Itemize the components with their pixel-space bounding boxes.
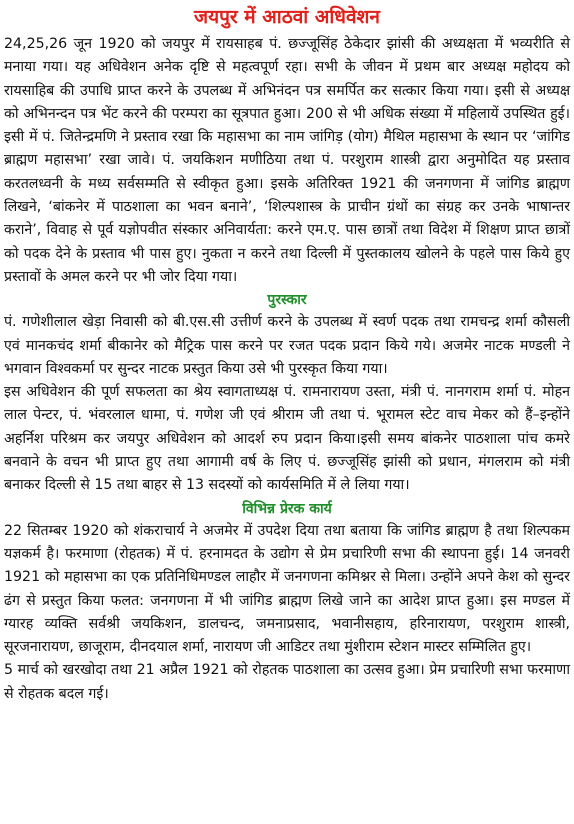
paragraph-school-festival: 5 मार्च को खरखोदा तथा 21 अप्रैल 1921 को रोहतक पाठशाला का उत्सव हुआ। प्रेम प्रचारिणी सभा फरमाणा से रोहतक बदल गई। [4, 662, 570, 702]
paragraph-session-details: 24,25,26 जून 1920 को जयपुर में रायसाहब पं. छज्जूसिंह ठेकेदार झांसी की अध्यक्षता में भव्यरीति से मनाया गया। यह अधिवेशन अनेक दृष्टि से महत्वपूर्ण रहा। सभी के जीवन में प्रथम बार अध्यक्ष महोदय को रायसाहिब की उपाधि प्राप्त करने के उपलब्ध में अभिनंदन पत्र समर्पित कर सत्कार किया गया। इसी से अध्यक्ष को अभिनन्दन पत्र भेंट करने की परम्परा का सूत्रपात हुआ। 200 से भी अधिक संख्या में महिलायें उपस्थित हुई। इसी में पं. जितेन्द्रमणि ने प्रस्ताव रखा कि महासभा का नाम जांगिड़ (योग) मैथिल महासभा के स्थान पर ‘जांगिड ब्राह्मण महासभा’ रखा जावे। पं. जयकिशन मणीठिया तथा पं. परशुराम शास्त्री द्वारा अनुमोदित यह प्रस्ताव करतलध्वनी के मध्य सर्वसम्मति से स्वीकृत हुआ। इसके अतिरिक्त 1921 की जनगणना में जांगिड ब्राह्मण लिखने, ‘बांकनेर में पाठशाला का भवन बनाने’, ‘शिल्पशास्त्र के प्राचीन ग्रंथों का संग्रह कर उनके भाषान्तर कराने’, विवाह से पूर्व यज्ञोपवीत संस्कार अनिवार्यता: करने एम.ए. पास छात्रों तथा विदेश में शिक्षण प्राप्त छात्रों को पदक देने के प्रस्ताव भी पास हुए। नुकता न करने तथा दिल्ली में पुस्तकालय खोलने के पहले पास किये हुए प्रस्तावों के अमल करने पर भी जोर दिया गया। [4, 36, 570, 285]
paragraph-credits: इस अधिवेशन की पूर्ण सफलता का श्रेय स्वागताध्यक्ष पं. रामनारायण उस्ता, मंत्री पं. नानगराम शर्मा पं. मोहन लाल पेन्टर, पं. भंवरलाल धामा, पं. गणेश जी एवं श्रीराम जी तथा पं. भूरामल स्टेट वाच मेकर को हैं–इन्होंने अहर्निश परिश्रम कर जयपुर अधिवेशन को आदर्श रुप प्रदान किया।इसी समय बांकनेर पाठशाला पांच कमरे बनवाने के वचन भी प्राप्त हुए तथा आगामी वर्ष के लिए पं. छज्जूसिंह झांसी को प्रधान, मंगलराम को मंत्री बनाकर दिल्ली से 15 तथा बाहर से 13 सदस्यों को कार्यसमिति में ले लिया गया। [4, 384, 570, 494]
section-heading-inspiring-works: विभिन्न प्रेरक कार्य [242, 500, 332, 517]
paragraph-inspiring-works: 22 सितम्बर 1920 को शंकराचार्य ने अजमेर में उपदेश दिया तथा बताया कि जांगिड ब्राह्मण है तथा शिल्पकम यज्ञकर्म है। फरमाणा (रोहतक) में पं. हरनामदत के उद्योग से प्रेम प्रचारिणी सभा की स्थापना हुई। 14 जनवरी 1921 को महासभा का एक प्रतिनिधिमण्डल लाहौर में जनगणना कमिश्नर से मिला। उन्होंने अपने केश को सुन्दर ढंग से प्रस्तुत किया फलत: जनगणना में भी जांगिड ब्राह्मण लिखे जाने का आदेश प्राप्त हुआ। इस मण्डल में ग्यारह व्यक्ति सर्वश्री जयकिशन, डालचन्द, जमनाप्रसाद, भवानीसहाय, हरिनारायण, परशुराम शास्त्री, सूरजनारायण, छाजूराम, दीनदयाल शर्मा, नारायण जी आडिटर तथा मुंशीराम स्टेशन मास्टर सम्मिलित हुए। [4, 522, 570, 656]
page-title: जयपुर में आठवां अधिवेशन [194, 6, 380, 28]
section-heading-awards: पुरस्कार [267, 292, 307, 309]
paragraph-awards: पं. गणेशीलाल खेड़ा निवासी को बी.एस.सी उत्तीर्ण करने के उपलब्ध में स्वर्ण पदक तथा रामचन्द्र शर्मा कौसली एवं मानकचंद शर्मा बीकानेर को मैट्रिक पास करने पर रजत पदक प्रदान किये गये। अजमेर नाटक मण्डली ने भगवान विश्वकर्मा पर सुन्दर नाटक प्रस्तुत किया उसे भी पुरस्कृत किया गया। [4, 314, 570, 377]
